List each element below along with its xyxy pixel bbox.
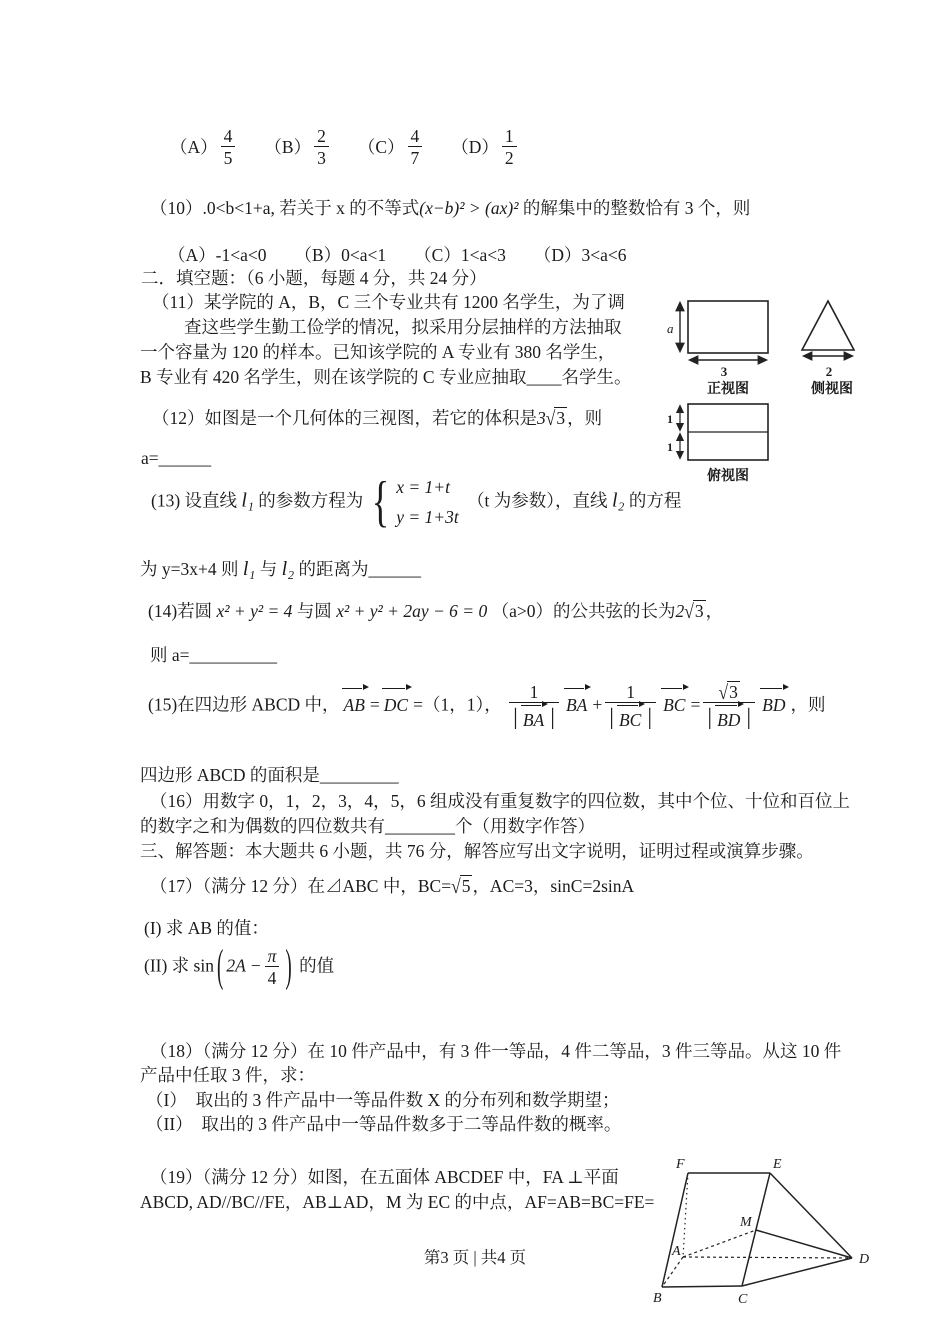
q10-option-d: （D）3<a<6 [533,245,627,265]
q10-inequality: (x−b)² > (ax)² [419,198,519,218]
front-view-label: 正视图 [707,382,749,397]
left-brace: { [372,470,390,533]
q13-line1 [151,470,682,533]
front-view-rect [688,301,768,353]
q13-line2-l2: l₂ [281,558,295,580]
q9-option-b [264,127,331,168]
page-footer: 第3 页 | 共4 页 [423,1248,527,1267]
q17-pi-fraction: $\frac{\pi}{4}$ [265,947,280,988]
q15-term-vector-BC: BC [662,692,686,717]
edge-FB [662,1173,688,1287]
vertex-label-F: F [676,1157,685,1172]
q12-post: ，则 [567,408,603,428]
q9-option-b-label: （B） [264,136,312,157]
q12-sqrt: √3 [545,406,566,430]
q13-eq2: y = 1+3t [396,507,459,528]
q15-sqrt3: √3 [718,680,738,704]
q11-line2: 查这些学生勤工俭学的情况，拟采用分层抽样的方法抽取 [184,317,622,337]
q9-option-c-fraction: $\frac{4}{7}$ [408,127,423,168]
q9-option-a-label: （A） [170,136,218,157]
q15-vector-AB: AB [343,692,366,717]
q12-pre: （12）如图是一个几何体的三视图，若它的体积是 [152,408,537,428]
q17-post: ，AC=3，sinC=2sinA [472,876,635,896]
q14-blank: 则 a=__________ [150,645,278,665]
q10-option-a: （A）-1<a<0 [168,245,267,265]
q15-fraction2: 1 | BC | [605,683,656,730]
q15-plus: + [592,694,603,715]
q13-line2 [140,556,421,582]
q13-mid2: （t 为参数），直线 [467,490,608,511]
q14-line1 [148,600,723,623]
section2-heading: 二．填空题：（6 小题，每题 4 分，共 24 分） [141,268,487,288]
q9-option-c-label: （C） [357,136,405,157]
pentahedron-figure [630,1142,930,1337]
q19-line2: ABCD, AD//BC//FE，AB⊥AD，M 为 EC 的中点，AF=AB=BC=FE= [140,1192,655,1212]
q18-line1: （18）（满分 12 分）在 10 件产品中，有 3 件一等品，4 件二等品，3 件三等品。从这 10 件 [150,1041,842,1061]
q13-mid1: 的参数方程为 [258,490,364,511]
q10-option-c: （C）1<a<3 [414,245,506,265]
q17-part2 [144,942,335,993]
q12-volume-coef: 3 [537,408,546,428]
q15-eq3: = [690,694,701,715]
vertex-label-E: E [773,1157,782,1172]
q17-line1 [150,875,634,898]
q13-line2-mid: 与 [259,559,278,579]
q9-option-b-fraction: $\frac{2}{3}$ [314,127,329,168]
q9-option-d-label: （D） [451,136,499,157]
q15-line1 [148,680,826,731]
q13-l2: l₂ [611,489,625,512]
big-right-paren: ) [285,942,292,993]
q15-term-vector-BD: BD [761,692,786,717]
q10-text [150,197,750,220]
q14-chord-coef: 2 [675,601,685,621]
q9-option-c [358,127,425,168]
q13-line2-l1: l₁ [242,558,256,580]
q15-eq1: = [369,694,380,715]
big-left-paren: ( [216,942,224,993]
side-view-label: 侧视图 [811,382,853,397]
side-width-value: 2 [825,364,833,379]
q17-part2-pre: (II) 求 sin [144,955,214,976]
q13-l1: l₁ [241,489,254,512]
q17-part2-post: 的值 [299,955,335,976]
q14-tail: ， [705,601,724,621]
q18-part1: （I） 取出的 3 件产品中一等品件数 X 的分布列和数学期望； [146,1090,620,1110]
q12-blank: a=______ [141,448,212,468]
q12-text [152,407,602,430]
q15-line2: 四边形 ABCD 的面积是_________ [140,765,399,785]
q13-mid3: 的方程 [628,490,682,511]
q11-line1: （11）某学院的 A，B，C 三个专业共有 1200 名学生，为了调 [152,292,625,312]
top-upper-value: 1 [667,412,673,426]
q15-fraction1: 1 | BA | [509,683,559,730]
q10-options-row [168,244,627,267]
vertex-label-B: B [653,1291,662,1306]
q15-den-vector-BD: BD [717,709,741,730]
q14-circle1: x² + y² = 4 [216,601,293,621]
q15-pre: (15)在四边形 ABCD 中， [148,694,340,715]
q9-option-a [170,127,238,168]
q9-option-d [451,127,519,168]
section3-heading: 三、解答题：本大题共 6 小题，共 76 分，解答应写出文字说明，证明过程或演算步骤。 [140,841,814,861]
q17-part1: (I) 求 AB 的值： [144,918,269,938]
q18-line2: 产品中任取 3 件，求： [140,1065,315,1085]
q15-vector-DC: DC [383,692,409,717]
q17-sqrt5: √5 [451,874,471,898]
q15-den-vector-BC: BC [618,709,642,730]
q14-circle2: x² + y² + 2ay − 6 = 0 [336,601,488,621]
front-width-value: 3 [720,364,728,379]
q13-line2-pre: 为 y=3x+4 则 [140,559,239,579]
q13-pre: (13) 设直线 [151,490,238,511]
q11-line4: B 专业有 420 名学生，则在该学院的 C 专业应抽取____名学生。 [140,367,632,387]
side-view-triangle [802,301,854,350]
edge-BC [662,1286,742,1287]
vertex-label-D: D [859,1252,870,1267]
q9-option-d-fraction: $\frac{1}{2}$ [502,127,517,168]
three-views-figure [653,286,888,491]
q13-parametric-system [367,470,459,533]
q9-options-row [170,127,520,168]
vertex-label-A: A [672,1244,681,1259]
vertex-label-M: M [740,1215,752,1230]
top-view-label: 俯视图 [707,469,749,484]
q15-tail: ，则 [790,694,826,715]
q11-line3: 一个容量为 120 的样本。已知该学院的 A 专业有 380 名学生， [140,342,616,362]
q10-option-b: （B）0<a<1 [294,245,387,265]
q19-line1: （19）（满分 12 分）如图，在五面体 ABCDEF 中，FA ⊥平面 [150,1167,619,1187]
q16-line1: （16）用数字 0，1，2，3，4，5，6 组成没有重复数字的四位数，其中个位、十位和百位上 [150,791,850,811]
q15-den-vector-BA: BA [522,709,545,730]
q14-mid: 与圆 [296,601,332,621]
q14-cond: （a>0）的公共弦的长为 [491,601,676,621]
q14-pre: (14)若圆 [148,601,213,621]
q18-part2: （II） 取出的 3 件产品中一等品件数多于二等品件数的概率。 [146,1114,622,1134]
front-height-value: a [667,321,674,336]
q9-option-a-fraction: $\frac{4}{5}$ [221,127,236,168]
q10-pre: （10）.0<b<1+a, 若关于 x 的不等式 [150,198,420,218]
q14-sqrt: √3 [684,599,704,623]
q15-eq2: =（1，1）， [413,694,502,715]
q13-eq1: x = 1+t [396,477,450,497]
q10-post: 的解集中的整数恰有 3 个，则 [522,198,751,218]
q13-line2-post: 的距离为______ [298,559,422,579]
q17-pre: （17）（满分 12 分）在⊿ABC 中，BC= [150,876,452,896]
q17-arg: 2A − [226,955,262,976]
q15-fraction3: √3 | BD | [703,683,755,730]
top-lower-value: 1 [667,440,673,454]
vertex-label-C: C [738,1292,748,1307]
q15-term-vector-BA: BA [565,692,588,717]
q16-line2: 的数字之和为偶数的四位数共有________个（用数字作答） [140,816,595,836]
